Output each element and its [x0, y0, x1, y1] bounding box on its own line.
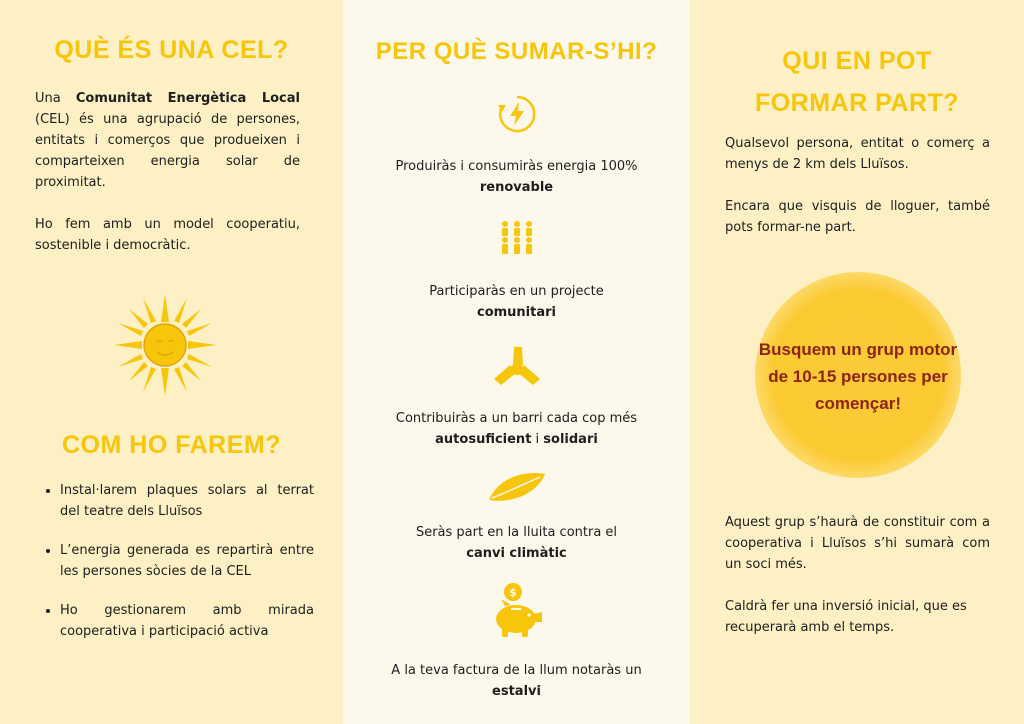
benefit-strong: renovable [479, 180, 554, 195]
renewable-energy-icon [496, 93, 538, 135]
rent-paragraph: Encara que visquis de lloguer, també pots formar-ne part. [725, 199, 990, 235]
community-people-icon [497, 218, 537, 258]
benefit-text: Seràs part en la lluita contra el [415, 525, 618, 540]
who-paragraph: Qualsevol persona, entitat o comerç a menys de 2 km dels Lluïsos. [725, 136, 990, 172]
investment-paragraph: Caldrà fer una inversió inicial, que es recuperarà amb el temps. [725, 599, 967, 635]
heading-who-line1: QUI EN POT [782, 47, 932, 75]
callout-circle [755, 272, 961, 478]
model-paragraph: Ho fem amb un model cooperatiu, sostenible i democràtic. [35, 217, 300, 253]
benefit-community [343, 281, 690, 323]
svg-text:$: $ [509, 586, 517, 599]
cooperative-paragraph: Aquest grup s’haurà de constituir com a cooperativa i Lluïsos s’hi sumarà com un soci més. [725, 515, 990, 572]
benefit-strong: comunitari [476, 305, 556, 320]
benefit-connector: i [531, 432, 544, 447]
benefit-text: Contribuiràs a un barri cada cop més [395, 411, 638, 426]
heading-how: COM HO FAREM? [62, 431, 281, 459]
intro-post: (CEL) és una agrupació de persones, entitats i comerços que produeixen i comparteixen energia solar de proximitat. [35, 112, 300, 190]
list-item: • L’energia generada es repartirà entre les persones sòcies de la CEL [60, 540, 314, 582]
list-item: • Instal·larem plaques solars al terrat del teatre dels Lluïsos [60, 480, 314, 522]
how-bullet-list [46, 480, 314, 660]
intro-pre: Una [35, 91, 76, 106]
benefit-strong-2: solidari [543, 432, 598, 447]
joined-hands-icon [492, 345, 542, 389]
benefit-strong: autosuficient [435, 432, 532, 447]
benefit-strong: estalvi [492, 684, 541, 699]
benefit-climate [343, 522, 690, 564]
left-panel [0, 0, 343, 724]
heading-what-is-cel: QUÈ ÉS UNA CEL? [54, 36, 289, 64]
heading-who [690, 40, 1024, 124]
right-panel [690, 0, 1024, 724]
sun-icon [110, 290, 220, 400]
benefit-text: Participaràs en un projecte [429, 284, 604, 299]
cel-definition [35, 88, 300, 193]
benefit-strong: canvi climàtic [466, 546, 567, 561]
benefit-text: Produiràs i consumiràs energia 100% [395, 159, 638, 174]
benefit-renewable [343, 156, 690, 198]
benefit-savings [343, 660, 690, 702]
heading-who-line2: FORMAR PART? [754, 89, 960, 117]
benefit-selfsufficient [343, 408, 690, 450]
piggy-bank-icon [489, 582, 545, 640]
benefit-text: A la teva factura de la llum notaràs un [391, 663, 642, 678]
callout-text: Busquem un grup motor de 10-15 persones per començar! [758, 339, 958, 413]
leaf-icon [486, 470, 548, 504]
heading-why-join: PER QUÈ SUMAR-S’HI? [375, 38, 658, 65]
list-item: • Ho gestionarem amb mirada cooperativa i participació activa [60, 600, 314, 642]
middle-panel [343, 0, 690, 724]
intro-bold: Comunitat Energètica Local [75, 91, 300, 106]
